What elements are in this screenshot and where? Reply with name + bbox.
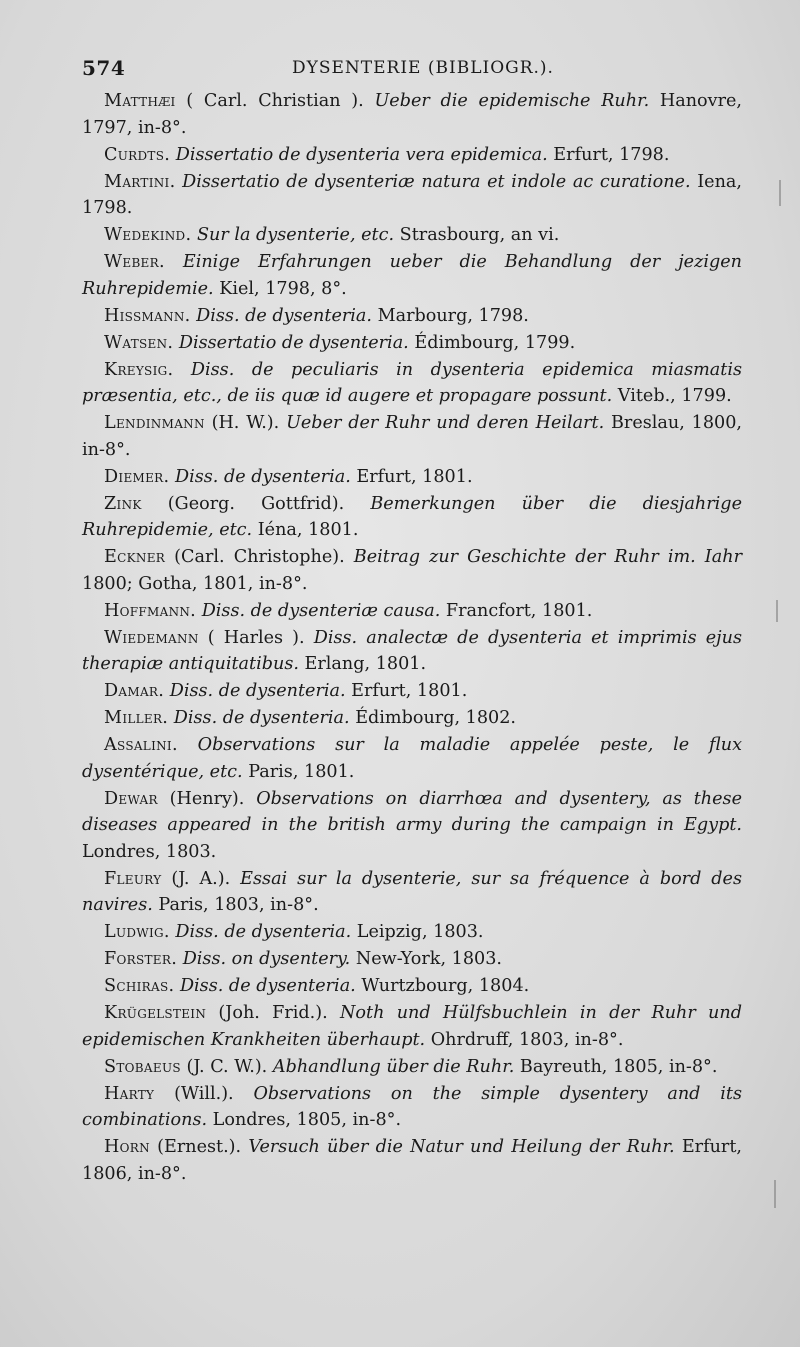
bibliography-entry [82, 544, 742, 597]
entry-author-details [173, 360, 191, 380]
bibliography-entry [82, 222, 742, 249]
bibliography-entry [82, 88, 742, 141]
entry-title: Versuch über die Natur und Heilung der Ruhr. [248, 1137, 675, 1157]
entry-publication: New-York, 1803. [350, 949, 503, 969]
entry-author-details: ( Carl. Christian ). [175, 91, 375, 111]
entry-publication: Kiel, 1798, 8°. [213, 278, 347, 299]
entry-author: Hoffmann. [104, 600, 197, 621]
entry-title: Diss. de dysenteria. [179, 976, 356, 996]
entry-author: Hissmann. [104, 305, 191, 326]
entry-title: Noth und Hülfsbuchlein in der Ruhr und epidemischen Krankheiten überhaupt. [82, 1003, 742, 1050]
bibliography-entry [82, 303, 742, 330]
bibliography-entry [82, 973, 742, 1000]
entry-author: Zink [104, 493, 142, 514]
bibliography-entry [82, 491, 742, 544]
entry-publication: Iena, 1798. [82, 171, 743, 218]
entry-publication: Erlang, 1801. [298, 654, 427, 674]
entry-title: Diss. analectæ de dysenteria et imprimis ejus therapiæ antiquitatibus. [82, 627, 742, 674]
entry-publication: Londres, 1803. [82, 841, 217, 862]
bibliography-entry [82, 786, 742, 866]
bibliography-entry [82, 1054, 742, 1081]
entry-title: Einige Erfahrungen ueber die Behandlung der jezigen Ruhrepidemie. [82, 252, 742, 299]
entry-title: Ueber die epidemische Ruhr. [374, 91, 650, 111]
entry-author-details: (Carl. Christophe). [165, 547, 354, 567]
bibliography-entry [82, 142, 742, 169]
entry-title: Bemerkungen über die diesjahrige Ruhrepidemie, etc. [82, 493, 742, 540]
bibliography-entry [82, 919, 742, 946]
entry-title: Abhandlung über die Ruhr. [272, 1056, 515, 1077]
entry-author-details: (Will.). [154, 1083, 254, 1104]
bibliography-entry [82, 1134, 742, 1187]
entry-author-details: (Ernest.). [149, 1137, 249, 1157]
entry-author-details: (J. A.). [161, 868, 241, 889]
entry-title: Essai sur la dysenterie, sur sa fréquence à bord des navires. [82, 868, 742, 915]
entry-publication: Leipzig, 1803. [351, 922, 484, 942]
entry-title: Observations on the simple dysentery and its combinations. [82, 1083, 742, 1130]
entry-author: Martini. [104, 171, 176, 192]
bibliography-entry [82, 625, 742, 678]
entry-author-details [178, 735, 198, 755]
entry-author: Stobaeus [104, 1056, 181, 1077]
entry-author-details: ( Harles ). [198, 627, 314, 648]
scan-artifact [774, 1180, 776, 1208]
entry-author-details: (Georg. Gottfrid). [141, 493, 371, 514]
entry-title: Ueber der Ruhr und deren Heilart. [286, 413, 605, 433]
entry-author: Horn [104, 1137, 150, 1157]
entry-author: Wiedemann [104, 627, 199, 648]
entry-author: Wedekind. [104, 225, 192, 245]
entry-author: Eckner [104, 547, 166, 567]
entry-title: Dissertatio de dysenteriæ natura et indole ac curatione. [182, 171, 691, 192]
entry-publication: Strasbourg, an vi. [394, 225, 560, 245]
entry-author-details: (J. C. W.). [180, 1056, 273, 1077]
bibliography-list [82, 88, 742, 1188]
page-number: 574 [82, 56, 126, 80]
bibliography-entry [82, 357, 742, 410]
entry-author: Krügelstein [104, 1003, 207, 1023]
entry-publication: Wurtzbourg, 1804. [355, 976, 530, 996]
scan-artifact [779, 180, 781, 206]
bibliography-entry [82, 1081, 742, 1134]
entry-author: Ludwig. [104, 922, 170, 942]
entry-author-details [165, 252, 183, 272]
entry-publication: Hanovre, 1797, in-8°. [82, 91, 743, 138]
entry-title: Dissertatio de dysenteria. [178, 332, 409, 353]
entry-author: Kreysig. [104, 359, 174, 380]
entry-publication: Francfort, 1801. [440, 600, 593, 621]
entry-title: Diss. on dysentery. [182, 949, 351, 969]
entry-publication: 1800; Gotha, 1801, in-8°. [82, 573, 308, 594]
entry-author: Lendinmann [104, 413, 205, 433]
entry-publication: Iéna, 1801. [252, 520, 359, 540]
entry-title: Diss. de dysenteriæ causa. [201, 600, 441, 621]
entry-title: Observations on diarrhœa and dysentery, as these diseases appeared in the british army during the campaign in Egypt. [82, 788, 742, 835]
entry-publication: Erfurt, 1801. [345, 681, 468, 701]
entry-author: Harty [104, 1083, 155, 1104]
entry-title: Dissertatio de dysenteria vera epidemica. [175, 144, 548, 165]
entry-title: Diss. de peculiaris in dysenteria epidemica miasmatis præsentia, etc., de iis quæ id augere et propagare possunt. [82, 359, 743, 406]
entry-title: Diss. de dysenteria. [175, 922, 352, 942]
page-header [82, 56, 742, 86]
entry-publication: Marbourg, 1798. [371, 305, 529, 326]
running-head: DYSENTERIE (BIBLIOGR.). [292, 58, 554, 78]
bibliography-entry [82, 1000, 742, 1053]
bibliography-entry [82, 732, 742, 785]
entry-author: Miller. [104, 708, 169, 728]
entry-publication: Viteb., 1799. [612, 386, 732, 406]
bibliography-entry [82, 705, 742, 732]
entry-publication: Erfurt, 1806, in-8°. [82, 1137, 742, 1184]
bibliography-entry [82, 866, 742, 919]
entry-publication: Bayreuth, 1805, in-8°. [514, 1056, 718, 1077]
entry-author: Dewar [104, 788, 158, 809]
entry-publication: Ohrdruff, 1803, in-8°. [425, 1029, 624, 1050]
bibliography-entry [82, 410, 742, 463]
entry-author: Fleury [104, 868, 162, 889]
entry-publication: Londres, 1805, in-8°. [207, 1110, 402, 1130]
bibliography-entry [82, 169, 742, 222]
entry-publication: Paris, 1801. [242, 761, 355, 782]
bibliography-entry [82, 946, 742, 973]
entry-publication: Erfurt, 1801. [350, 466, 473, 487]
entry-author-details: (Joh. Frid.). [206, 1003, 341, 1023]
entry-author: Weber. [104, 252, 165, 272]
entry-author: Damar. [104, 681, 165, 701]
entry-title: Diss. de dysenteria. [174, 466, 351, 487]
entry-publication: Paris, 1803, in-8°. [152, 895, 319, 915]
bibliography-entry [82, 464, 742, 491]
entry-title: Observations sur la maladie appelée peste, le flux dysentérique, etc. [82, 735, 742, 782]
entry-author: Curdts. [104, 144, 171, 165]
entry-publication: Breslau, 1800, in-8°. [82, 413, 743, 460]
bibliography-entry [82, 249, 742, 302]
entry-publication: Édimbourg, 1799. [408, 332, 576, 353]
entry-author: Forster. [104, 949, 178, 969]
entry-author-details: (Henry). [157, 788, 257, 809]
entry-title: Diss. de dysenteria. [196, 305, 372, 326]
entry-publication: Édimbourg, 1802. [349, 708, 517, 728]
entry-publication: Erfurt, 1798. [547, 144, 670, 165]
entry-author: Matthæi [104, 91, 176, 111]
entry-author-details: (H. W.). [204, 413, 287, 433]
bibliography-entry [82, 678, 742, 705]
entry-title: Sur la dysenterie, etc. [196, 225, 395, 245]
entry-author: Schiras. [104, 976, 175, 996]
entry-author: Watsen. [104, 332, 174, 353]
entry-title: Diss. de dysenteria. [169, 681, 346, 701]
entry-author: Diemer. [104, 466, 170, 487]
entry-title: Beitrag zur Geschichte der Ruhr im. Iahr [353, 547, 742, 567]
scan-artifact [776, 600, 778, 622]
bibliography-entry [82, 330, 742, 357]
entry-author: Assalini. [104, 735, 178, 755]
entry-title: Diss. de dysenteria. [173, 708, 350, 728]
bibliography-entry [82, 598, 742, 625]
